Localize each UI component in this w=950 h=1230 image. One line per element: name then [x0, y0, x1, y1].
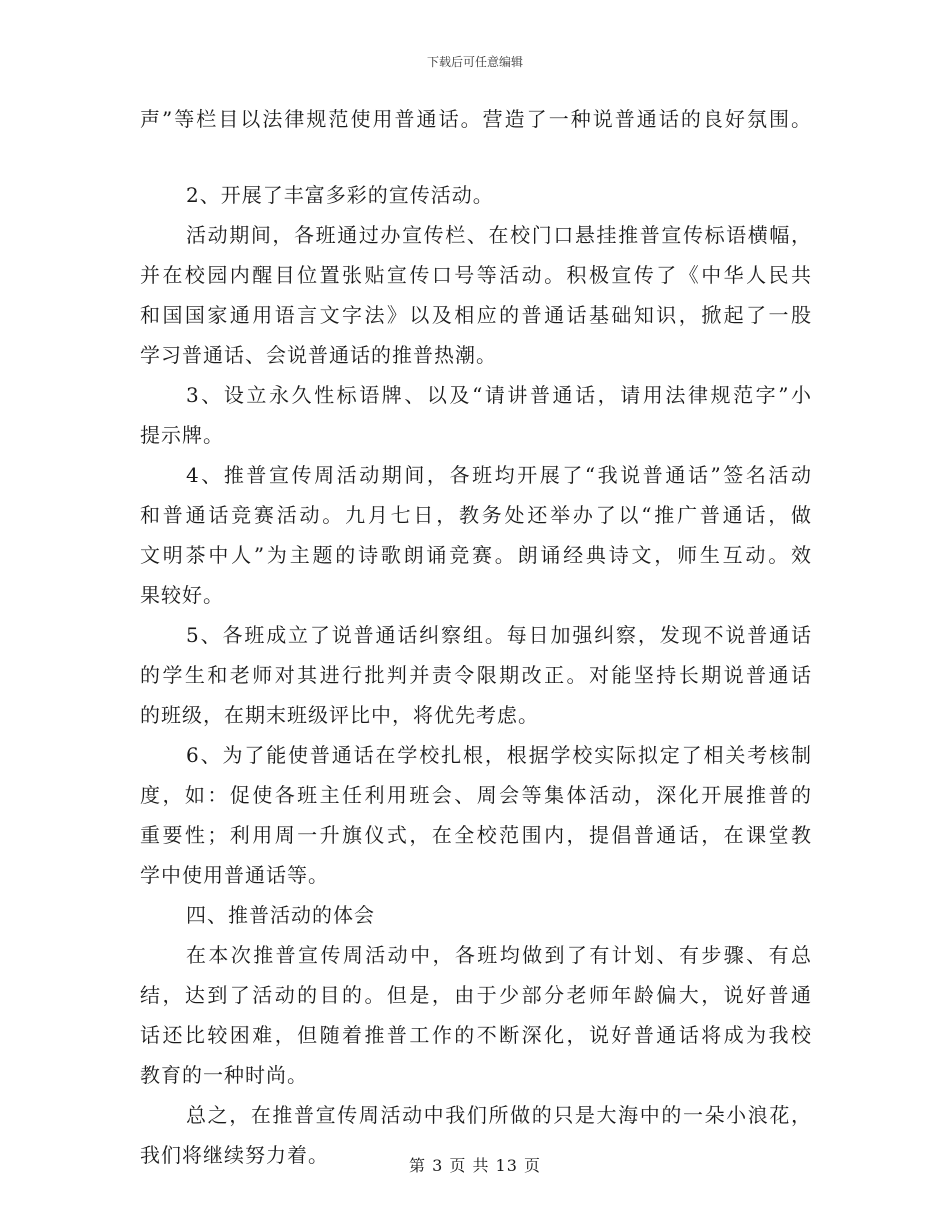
paragraph-line: 的学生和老师对其进行批判并责令限期改正。对能坚持长期说普通话: [140, 663, 812, 687]
paragraph-line: 2、开展了丰富多彩的宣传活动。: [186, 183, 494, 207]
paragraph-line: 重要性；利用周一升旗仪式，在全校范围内，提倡普通话，在课堂教: [140, 823, 812, 847]
paragraph-line: 我们将继续努力着。: [140, 1143, 329, 1167]
paragraph-line: 学中使用普通话等。: [140, 863, 329, 887]
paragraph-line: 声”等栏目以法律规范使用普通话。营造了一种说普通话的良好氛围。: [140, 107, 812, 131]
paragraph-line: 总之，在推普宣传周活动中我们所做的只是大海中的一朵小浪花，: [186, 1103, 812, 1127]
paragraph-line: 结，达到了活动的目的。但是，由于少部分老师年龄偏大，说好普通: [140, 983, 812, 1007]
document-body: [140, 106, 812, 1168]
page-number-footer: 第 3 页 共 13 页: [409, 1156, 541, 1175]
paragraph-line: 教育的一种时尚。: [140, 1063, 308, 1087]
paragraph-line: 的班级，在期末班级评比中，将优先考虑。: [140, 703, 539, 727]
paragraph-line: 果较好。: [140, 583, 224, 607]
paragraph-line: 3、设立永久性标语牌、以及“请讲普通话，请用法律规范字”小: [186, 383, 812, 407]
paragraph-line: 提示牌。: [140, 423, 224, 447]
paragraph-line: 活动期间，各班通过办宣传栏、在校门口悬挂推普宣传标语横幅，: [186, 223, 812, 247]
paragraph-line: 和普通话竞赛活动。九月七日，教务处还举办了以“推广普通话，做: [140, 503, 812, 527]
paragraph-line: 在本次推普宣传周活动中，各班均做到了有计划、有步骤、有总: [186, 943, 812, 967]
paragraph-line: 度，如：促使各班主任利用班会、周会等集体活动，深化开展推普的: [140, 783, 812, 807]
paragraph-line: 话还比较困难，但随着推普工作的不断深化，说好普通话将成为我校: [140, 1023, 812, 1047]
paragraph-line: 和国国家通用语言文字法》以及相应的普通话基础知识，掀起了一股: [140, 303, 812, 327]
paragraph-line: 学习普通话、会说普通话的推普热潮。: [140, 343, 497, 367]
paragraph-line: 4、推普宣传周活动期间，各班均开展了“我说普通话”签名活动: [186, 463, 812, 487]
paragraph-line: 6、为了能使普通话在学校扎根，根据学校实际拟定了相关考核制: [186, 743, 812, 767]
page-header: 下载后可任意编辑: [426, 55, 523, 69]
section-heading: 四、推普活动的体会: [186, 903, 375, 927]
paragraph-line: 文明茶中人”为主题的诗歌朗诵竞赛。朗诵经典诗文，师生互动。效: [140, 543, 812, 567]
paragraph-line: 5、各班成立了说普通话纠察组。每日加强纠察，发现不说普通话: [186, 623, 812, 647]
paragraph-line: 并在校园内醒目位置张贴宣传口号等活动。积极宣传了《中华人民共: [140, 263, 812, 287]
